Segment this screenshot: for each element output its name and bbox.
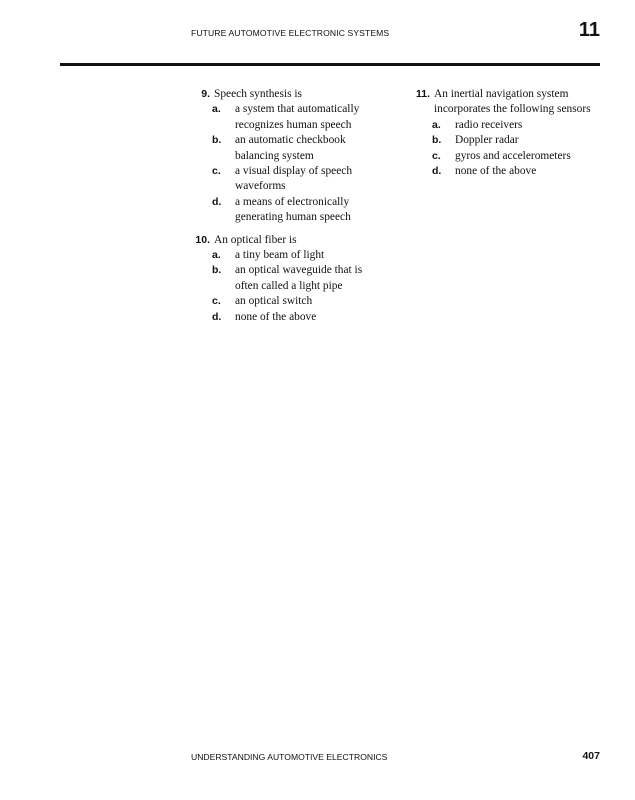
running-footer: UNDERSTANDING AUTOMOTIVE ELECTRONICS bbox=[191, 752, 388, 762]
option-letter: d. bbox=[212, 195, 222, 208]
answer-option-c bbox=[405, 149, 620, 164]
question-text: An optical fiber is bbox=[214, 233, 297, 246]
answer-option-c bbox=[185, 164, 390, 179]
question-stem bbox=[185, 233, 390, 248]
question-stem-continued: incorporates the following sensors bbox=[434, 103, 591, 116]
option-letter: a. bbox=[212, 249, 221, 262]
answer-option-b bbox=[405, 133, 620, 148]
right-column bbox=[405, 87, 620, 186]
option-text: an automatic checkbook bbox=[235, 134, 346, 147]
option-letter: d. bbox=[432, 165, 442, 178]
answer-option-c-continued: waveforms bbox=[235, 180, 286, 193]
question-number: 9. bbox=[201, 88, 210, 100]
question-text: An inertial navigation system bbox=[434, 88, 569, 100]
question-10 bbox=[185, 233, 390, 325]
answer-option-a bbox=[405, 118, 620, 133]
answer-option-b bbox=[185, 133, 390, 148]
answer-option-d bbox=[185, 195, 390, 210]
option-text: none of the above bbox=[455, 165, 537, 178]
answer-option-c bbox=[185, 294, 390, 309]
answer-options bbox=[185, 248, 390, 325]
option-text: radio receivers bbox=[455, 118, 523, 131]
question-11 bbox=[405, 87, 620, 179]
option-letter: d. bbox=[212, 310, 222, 323]
question-number: 11. bbox=[415, 88, 430, 100]
answer-option-b bbox=[185, 263, 390, 278]
header-divider bbox=[60, 63, 600, 66]
option-text: a means of electronically bbox=[235, 195, 350, 208]
answer-option-a-continued: recognizes human speech bbox=[235, 118, 352, 131]
answer-option-b-continued: balancing system bbox=[235, 149, 314, 162]
option-letter: a. bbox=[432, 118, 441, 131]
answer-options bbox=[405, 118, 620, 180]
option-letter: c. bbox=[212, 165, 221, 178]
option-letter: a. bbox=[212, 103, 221, 116]
answer-option-a bbox=[185, 248, 390, 263]
question-stem bbox=[185, 87, 390, 102]
answer-option-a bbox=[185, 102, 390, 117]
option-letter: b. bbox=[432, 134, 442, 147]
option-letter: c. bbox=[212, 295, 221, 308]
option-letter: c. bbox=[432, 149, 441, 162]
question-text: Speech synthesis is bbox=[214, 88, 302, 100]
option-text: a system that automatically bbox=[235, 103, 360, 116]
answer-option-d bbox=[185, 310, 390, 325]
chapter-number: 11 bbox=[578, 19, 600, 41]
answer-options bbox=[185, 102, 390, 225]
option-text: gyros and accelerometers bbox=[455, 149, 571, 162]
answer-option-b-continued: often called a light pipe bbox=[235, 279, 343, 292]
page-number: 407 bbox=[582, 750, 600, 762]
question-9 bbox=[185, 87, 390, 226]
option-text: a tiny beam of light bbox=[235, 249, 325, 262]
running-header: FUTURE AUTOMOTIVE ELECTRONIC SYSTEMS bbox=[191, 28, 390, 38]
option-text: a visual display of speech bbox=[235, 165, 353, 178]
option-text: Doppler radar bbox=[455, 134, 519, 147]
answer-option-d bbox=[405, 164, 620, 179]
option-letter: b. bbox=[212, 264, 222, 277]
option-text: none of the above bbox=[235, 310, 317, 323]
option-text: an optical waveguide that is bbox=[235, 264, 363, 277]
question-number: 10. bbox=[195, 233, 210, 246]
answer-option-d-continued: generating human speech bbox=[235, 211, 351, 224]
question-stem bbox=[405, 87, 620, 102]
option-letter: b. bbox=[212, 134, 222, 147]
left-column bbox=[185, 87, 390, 332]
option-text: an optical switch bbox=[235, 295, 313, 308]
